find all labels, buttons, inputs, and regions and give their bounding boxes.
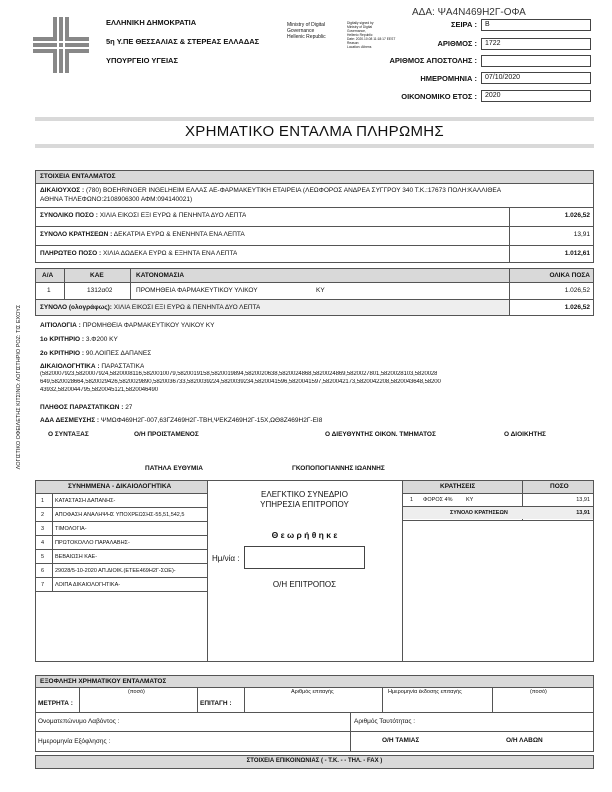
attached-item: ΠΡΩΤΟΚΟΛΛΟ ΠΑΡΑΛΑΒΗΣ- <box>55 540 130 546</box>
seira-field[interactable]: Β <box>481 19 591 31</box>
title-bar-bottom <box>35 144 594 148</box>
attached-item-num: 7 <box>41 582 45 588</box>
kae-total-row: ΣΥΝΟΛΟ (ολογράφως): ΧΙΛΙΑ ΕΙΚΟΣΙ ΕΞΙ ΕΥΡΩ & ΠΕΝΗΝΤΑ ΔΥΟ ΛΕΠΤΑ <box>40 304 261 311</box>
synoliko-row: ΣΥΝΟΛΙΚΟ ΠΟΣΟ : ΧΙΛΙΑ ΕΙΚΟΣΙ ΕΞΙ ΕΥΡΩ & ΠΕΝΗΝΤΑ ΔΥΟ ΛΕΠΤΑ <box>40 212 247 219</box>
org-line-1: ΕΛΛΗΝΙΚΗ ΔΗΜΟΚΡΑΤΙΑ <box>106 18 197 27</box>
org-line-3: ΥΠΟΥΡΓΕΙΟ ΥΓΕΙΑΣ <box>106 56 178 65</box>
org-line-2: 5η Υ.ΠΕ ΘΕΣΣΑΛΙΑΣ & ΣΤΕΡΕΑΣ ΕΛΛΑΔΑΣ <box>106 37 260 46</box>
kae-row-amount: 1.026,52 <box>564 287 590 294</box>
dikaiouxos-value: (780) BOEHRINGER INGELHEIM ΕΛΛΑΣ ΑΕ-ΦΑΡΜΑΚΕΥΤΙΚΗ ΕΤΑΙΡΕΙΑ (ΛΕΩΦΟΡΟΣ ΑΝΔΡΕΑ ΣΥΓΓΡΟΥ 340 Τ.Κ.:17673 ΠΟΛΗ:ΚΑΛΛΙΘΕΑ <box>85 187 502 194</box>
cross-emblem-icon <box>33 17 89 73</box>
stoixeia-heading-bar <box>36 171 593 183</box>
kae-row-kae: 1312α02 <box>87 287 113 294</box>
date-field[interactable]: 07/10/2020 <box>481 72 591 84</box>
attached-item: ΤΙΜΟΛΟΓΙΑ- <box>55 526 87 532</box>
krateseis-amount: 13,91 <box>573 231 590 238</box>
audit-seen: Θ ε ω ρ ή θ η κ ε <box>271 530 338 540</box>
attached-item: ΒΕΒΑΙΩΣΗ ΚΑΕ- <box>55 554 98 560</box>
attached-item-num: 3 <box>41 526 45 532</box>
attached-item: ΑΠΟΦΑΣΗ ΑΝΑΛΗΨΗΣ ΥΠΟΧΡΕΩΣΗΣ-55,51,542,5 <box>55 512 185 518</box>
apostolis-label: ΑΡΙΘΜΟΣ ΑΠΟΣΤΟΛΗΣ : <box>389 56 477 65</box>
year-field[interactable]: 2020 <box>481 90 591 102</box>
kritirio-1-row: 1ο ΚΡΙΤΗΡΙΟ : 3.Φ200 ΚΥ <box>40 336 118 343</box>
kae-row-aa: 1 <box>47 287 51 294</box>
deductions-total-amount: 13,91 <box>576 510 590 516</box>
sign-proistamenos: Ο/Η ΠΡΟΪΣΤΑΜΕΝΟΣ <box>134 431 199 438</box>
deduction-amount: 13,91 <box>576 497 590 503</box>
plirwteo-row: ΠΛΗΡΩΤΕΟ ΠΟΣΟ : ΧΙΛΙΑ ΔΩΔΕΚΑ ΕΥΡΩ & ΕΞΗΝΤΑ ΕΝΑ ΛΕΠΤΑ <box>40 250 238 257</box>
sign-syntaxas: Ο ΣΥΝΤΑΞΑΣ <box>48 431 89 438</box>
kae-header-amount: ΟΛΙΚΑ ΠΟΣΑ <box>549 272 590 279</box>
onoma-label: Ονοματεπώνυμο Λαβόντος : <box>38 718 120 725</box>
deduction-ky: ΚΥ <box>466 497 474 503</box>
document-title: ΧΡΗΜΑΤΙΚΟ ΕΝΤΑΛΜΑ ΠΛΗΡΩΜΗΣ <box>185 123 444 140</box>
emblem <box>33 17 89 73</box>
lavon-label: Ο/Η ΛΑΒΩΝ <box>506 737 543 744</box>
kae-header-aa: Α/Α <box>42 272 54 279</box>
kae-row-ky: ΚΥ <box>316 287 325 294</box>
tamias-label: Ο/Η ΤΑΜΙΑΣ <box>382 737 420 744</box>
audit-role: Ο/Η ΕΠΙΤΡΟΠΟΣ <box>272 580 337 589</box>
sign-name-2: ΓΚΟΠΟΠΟΓΙΑΝΝΗΣ ΙΩΑΝΝΗΣ <box>292 465 385 472</box>
kritirio-2-row: 2ο ΚΡΙΤΗΡΙΟ : 90.ΛΟΙΠΕΣ ΔΑΠΑΝΕΣ <box>40 350 152 357</box>
audit-date-field[interactable] <box>244 546 365 569</box>
krateseis-row: ΣΥΝΟΛΟ ΚΡΑΤΗΣΕΩΝ : ΔΕΚΑΤΡΙΑ ΕΥΡΩ & ΕΝΕΝΗΝΤΑ ΕΝΑ ΛΕΠΤΑ <box>40 231 245 238</box>
arithmos-label: ΑΡΙΘΜΟΣ : <box>437 39 477 48</box>
attached-heading: ΣΥΝΗΜΜΕΝΑ - ΔΙΚΑΙΟΛΟΓΗΤΙΚΑ <box>68 483 172 490</box>
seira-label: ΣΕΙΡΑ : <box>450 20 477 29</box>
exoflisi-date-label: Ημερομηνία Εξόφλησης : <box>38 738 111 745</box>
exoflisi-heading: ΕΞΟΦΛΗΣΗ ΧΡΗΜΑΤΙΚΟΥ ΕΝΤΑΛΜΑΤΟΣ <box>40 678 167 685</box>
dikaiologitika-row: ΔΙΚΑΙΟΛΟΓΗΤΙΚΑ : ΠΑΡΑΣΤΑΤΙΚΑ <box>40 363 145 370</box>
apostolis-field[interactable] <box>481 55 591 67</box>
dikaiouxos-line-2: ΑΘΗΝΑ ΤΗΛΕΦΩΝΟ:2108906300 ΑΦΜ:094140021) <box>40 196 193 203</box>
deductions-header-name: ΚΡΑΤΗΣΕΙΣ <box>440 483 476 490</box>
kae-header-name: ΚΑΤΟΝΟΜΑΣΙΑ <box>136 272 185 279</box>
arithmos-field[interactable]: 1722 <box>481 38 591 50</box>
epitagi-label: ΕΠΙΤΑΓΗ : <box>200 700 232 707</box>
year-label: ΟΙΚΟΝΟΜΙΚΟ ΕΤΟΣ : <box>401 92 477 101</box>
epitagi-date-hint[interactable]: Ημερομηνία έκδοσης επιταγής <box>388 689 462 695</box>
side-vertical-text: ΛΟΓΙΣΤΙΚΟ ΟΦΕΙΛΕΤΗΣ ΚΙΤΣΙΝΟ: ΛΟΓΙΣΤΗΡΙΟ ΡΟΖ: ΤΙΣ ΕΧΟΥΣ <box>16 304 22 470</box>
date-label: ΗΜΕΡΟΜΗΝΙΑ : <box>420 74 477 83</box>
kae-total-amount: 1.026,52 <box>564 304 590 311</box>
synoliko-amount: 1.026,52 <box>564 212 590 219</box>
plirwteo-amount: 1.012,61 <box>564 250 590 257</box>
invoice-numbers-line-2: 649,5820028664,5820029426,5820029890,5820036733,5820039224,5820039234,5820041596,5820041597,5820042173,5820042208,5820043648,58200 <box>40 379 441 385</box>
dikaiouxos-row: ΔΙΚΑΙΟΥΧΟΣ : (780) BOEHRINGER INGELHEIM ΕΛΛΑΣ ΑΕ-ΦΑΡΜΑΚΕΥΤΙΚΗ ΕΤΑΙΡΕΙΑ (ΛΕΩΦΟΡΟΣ ΑΝΔΡΕΑ ΣΥΓΓΡΟΥ 340 Τ.Κ.:17673 ΠΟΛΗ:ΚΑΛΛΙΘΕΑ <box>40 187 502 194</box>
attached-item: ΚΑΤΑΣΤΑΣΗ ΔΑΠΑΝΗΣ- <box>55 498 116 504</box>
epitagi-number-hint[interactable]: Αριθμός επιταγής <box>291 689 334 695</box>
attached-item-num: 5 <box>41 554 45 560</box>
deductions-total-label: ΣΥΝΟΛΟ ΚΡΑΤΗΣΕΩΝ <box>450 510 508 516</box>
ada-desmefsis-row: ΑΔΑ ΔΕΣΜΕΥΣΗΣ : ΨΜΩΦ469Η2Γ-007,63ΓΖ469Η2Γ-ΤΒΗ,ΨΕΚΖ469Η2Γ-15Χ,ΩΘ8Ζ469Η2Γ-ΕΙ8 <box>40 417 323 424</box>
kae-header-kae: ΚΑΕ <box>90 272 104 279</box>
deductions-header-amount: ΠΟΣΟ <box>550 483 569 490</box>
invoice-numbers-line-1: (5820007923,5820007924,5820008116,5820010079,5820019158,5820019894,5820020638,5820024868,5820024869,5820027801,5820028103,5820028 <box>40 371 438 377</box>
attached-item: ΛΟΙΠΑ ΔΙΚΑΙΟΛΟΓΗΤΙΚΑ- <box>55 582 121 588</box>
footer-contact: ΣΤΟΙΧΕΙΑ ΕΠΙΚΟΙΝΩΝΙΑΣ ( - Τ.Κ. - - ΤΗΛ. - FAX ) <box>246 758 383 764</box>
deduction-name: ΦΟΡΟΣ 4% <box>423 497 453 503</box>
aitiologia-row: ΑΙΤΙΟΛΟΓΙΑ : ΠΡΟΜΗΘΕΙΑ ΦΑΡΜΑΚΕΥΤΙΚΟΥ ΥΛΙΚΟΥ ΚΥ <box>40 322 215 329</box>
audit-date-label: Ημ/νία : <box>212 554 240 563</box>
metrita-label: ΜΕΤΡΗΤΑ : <box>38 700 73 707</box>
audit-heading-1: ΕΛΕΓΚΤΙΚΟ ΣΥΝΕΔΡΙΟ <box>261 490 348 499</box>
attached-item-num: 4 <box>41 540 45 546</box>
sign-dieuthyntis: Ο ΔΙΕΥΘΥΝΤΗΣ ΟΙΚΟΝ. ΤΜΗΜΑΤΟΣ <box>325 431 436 438</box>
deduction-num: 1 <box>410 497 414 503</box>
stoixeia-heading: ΣΤΟΙΧΕΙΑ ΕΝΤΑΛΜΑΤΟΣ <box>40 173 116 180</box>
attached-item-num: 6 <box>41 568 45 574</box>
invoice-numbers-line-3: 43932,5820044795,5820045121,5820046490 <box>40 387 158 393</box>
attached-item-num: 2 <box>41 512 45 518</box>
kae-row-name: ΠΡΟΜΗΘΕΙΑ ΦΑΡΜΑΚΕΥΤΙΚΟΥ ΥΛΙΚΟΥ <box>136 287 258 294</box>
taytotita-label: Αριθμός Ταυτότητας : <box>354 718 416 725</box>
title-bar-top <box>35 117 594 121</box>
sign-name-1: ΠΑΤΗΛΑ ΕΥΘΥΜΙΑ <box>145 465 203 472</box>
sign-dioikitis: Ο ΔΙΟΙΚΗΤΗΣ <box>504 431 546 438</box>
ada-number: ΑΔΑ: ΨΑ4Ν469Η2Γ-ΟΦΑ <box>412 7 526 18</box>
attached-item-num: 1 <box>41 498 45 504</box>
plithos-row: ΠΛΗΘΟΣ ΠΑΡΑΣΤΑΤΙΚΩΝ : 27 <box>40 404 133 411</box>
epitagi-amount-hint[interactable]: (ποσό) <box>530 689 547 695</box>
attached-item: 29028/5-10-2020 ΑΠ.ΔΙΟΙΚ.(ΕΤΕΕ469Η2Γ-ΣΩΕ)- <box>55 568 176 574</box>
audit-heading-2: ΥΠΗΡΕΣΙΑ ΕΠΙΤΡΟΠΟΥ <box>260 500 349 509</box>
digital-stamp: Ministry of Digital Governance Hellenic Republic Digitally signed by Ministry of Digital Governance, Hellenic Republic Date: 2020.10.08 11:18:17 EEST Reason: Location: Athens <box>287 21 396 49</box>
metrita-amount-hint[interactable]: (ποσό) <box>128 689 145 695</box>
